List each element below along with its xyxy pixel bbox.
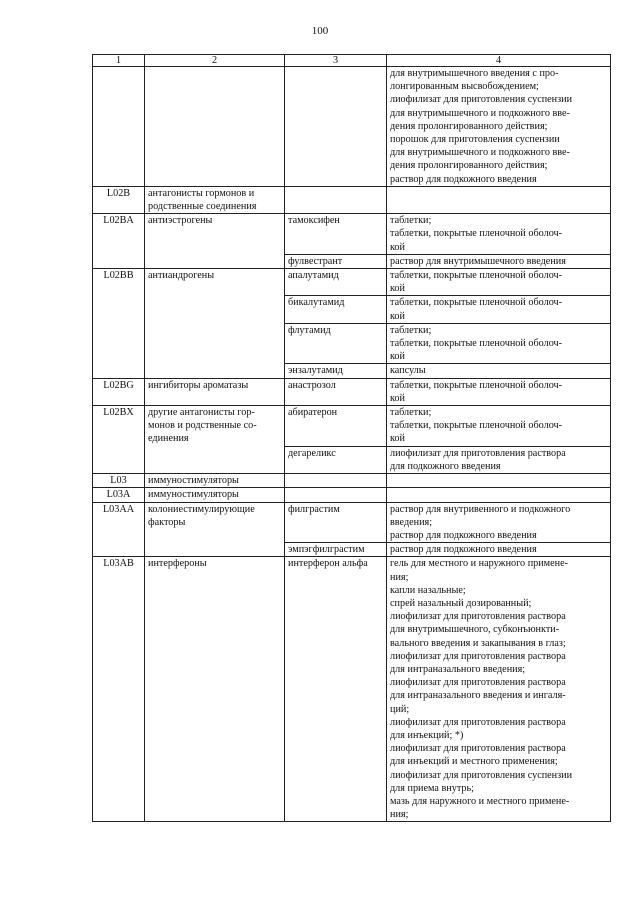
- dosage-form-cell: таблетки, покрытые пленочной оболоч- кой: [387, 296, 611, 323]
- group-cell: антагонисты гормонов и родственные соединения: [145, 186, 285, 213]
- code-cell: L03AB: [93, 557, 145, 822]
- drug-cell: [285, 488, 387, 502]
- drug-cell: апалутамид: [285, 269, 387, 296]
- page-number: 100: [311, 25, 329, 37]
- dosage-form-cell: для внутримышечного введения с про- лонгированным высвобождением; лиофилизат для приготовления суспензии для внутримышечного и подкожного вве- дения пролонгированного действия; порошок для приготовления суспензии для внутримышечного и подкожного вве- дения пролонгированного действия; раствор для подкожного введения: [387, 67, 611, 187]
- dosage-form-cell: [387, 186, 611, 213]
- column-header-1: 1: [93, 55, 145, 67]
- dosage-form-cell: таблетки, покрытые пленочной оболоч- кой: [387, 269, 611, 296]
- drug-cell: [285, 186, 387, 213]
- dosage-form-cell: гель для местного и наружного примене- ния; капли назальные; спрей назальный дозированный; лиофилизат для приготовления раствора для внутримышечного, субконъюнкти- вального введения и закапывания в глаз; лиофилизат для приготовления раствора для интраназального введения; лиофилизат для приготовления раствора для интраназального введения и ингаля- ций; лиофилизат для приготовления раствора для инъекций; *) лиофилизат для приготовления раствора для инъекций и местного применения; лиофилизат для приготовления суспензии для приема внутрь; мазь для наружного и местного примене- ния;: [387, 557, 611, 822]
- code-cell: L03AA: [93, 502, 145, 557]
- drug-cell: тамоксифен: [285, 214, 387, 255]
- drug-cell: эмпэгфилграстим: [285, 543, 387, 557]
- group-cell: антиандрогены: [145, 269, 285, 379]
- drug-cell: фулвестрант: [285, 254, 387, 268]
- table-row: [93, 474, 611, 488]
- dosage-form-cell: таблетки; таблетки, покрытые пленочной оболоч- кой: [387, 406, 611, 447]
- dosage-form-cell: капсулы: [387, 364, 611, 378]
- table-row: [93, 186, 611, 213]
- dosage-form-cell: [387, 474, 611, 488]
- code-cell: [93, 67, 145, 187]
- code-cell: L02BX: [93, 406, 145, 474]
- table-row: [93, 378, 611, 405]
- code-cell: L02BB: [93, 269, 145, 379]
- group-cell: иммуностимуляторы: [145, 474, 285, 488]
- drug-cell: дегареликс: [285, 446, 387, 473]
- column-header-2: 2: [145, 55, 285, 67]
- drug-cell: филграстим: [285, 502, 387, 543]
- table-row: [93, 214, 611, 255]
- table-row: [93, 488, 611, 502]
- drug-cell: абиратерон: [285, 406, 387, 447]
- dosage-form-cell: таблетки, покрытые пленочной оболоч- кой: [387, 378, 611, 405]
- drug-cell: [285, 67, 387, 187]
- code-cell: L03A: [93, 488, 145, 502]
- code-cell: L02B: [93, 186, 145, 213]
- dosage-form-cell: таблетки; таблетки, покрытые пленочной оболоч- кой: [387, 214, 611, 255]
- drug-cell: бикалутамид: [285, 296, 387, 323]
- dosage-form-cell: лиофилизат для приготовления раствора для подкожного введения: [387, 446, 611, 473]
- table-row: [93, 557, 611, 822]
- group-cell: колониестимулирующие факторы: [145, 502, 285, 557]
- group-cell: другие антагонисты гор- монов и родственные со- единения: [145, 406, 285, 474]
- drug-cell: анастрозол: [285, 378, 387, 405]
- dosage-form-cell: [387, 488, 611, 502]
- group-cell: интерфероны: [145, 557, 285, 822]
- dosage-form-cell: таблетки; таблетки, покрытые пленочной оболоч- кой: [387, 323, 611, 364]
- drug-table: [92, 54, 611, 822]
- code-cell: L02BG: [93, 378, 145, 405]
- table-row: [93, 67, 611, 187]
- dosage-form-cell: раствор для внутривенного и подкожного введения; раствор для подкожного введения: [387, 502, 611, 543]
- group-cell: ингибиторы ароматазы: [145, 378, 285, 405]
- header-row: [93, 55, 611, 67]
- column-header-3: 3: [285, 55, 387, 67]
- table-row: [93, 406, 611, 447]
- code-cell: L03: [93, 474, 145, 488]
- code-cell: L02BA: [93, 214, 145, 269]
- column-header-4: 4: [387, 55, 611, 67]
- drug-cell: флутамид: [285, 323, 387, 364]
- dosage-form-cell: раствор для внутримышечного введения: [387, 254, 611, 268]
- drug-cell: энзалутамид: [285, 364, 387, 378]
- drug-cell: интерферон альфа: [285, 557, 387, 822]
- table-row: [93, 269, 611, 296]
- group-cell: антиэстрогены: [145, 214, 285, 269]
- dosage-form-cell: раствор для подкожного введения: [387, 543, 611, 557]
- group-cell: [145, 67, 285, 187]
- drug-cell: [285, 474, 387, 488]
- table-row: [93, 502, 611, 543]
- group-cell: иммуностимуляторы: [145, 488, 285, 502]
